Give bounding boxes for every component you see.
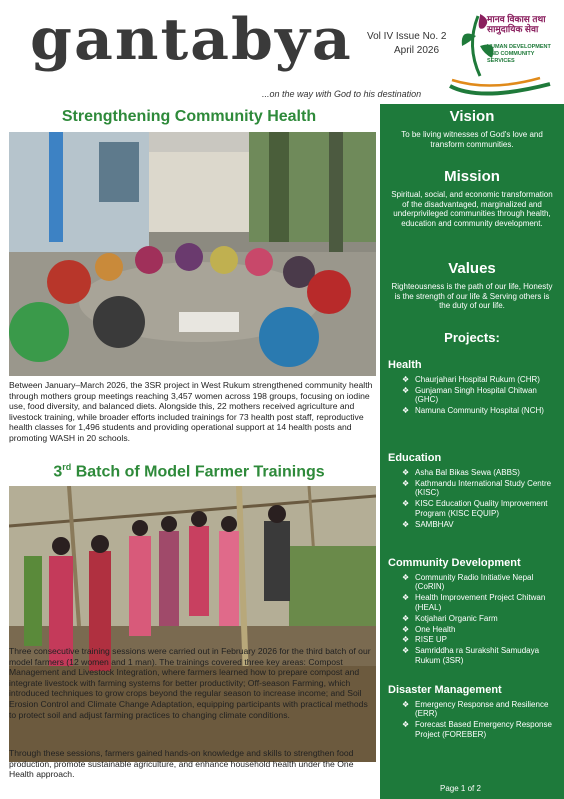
list-item: ❖ One Health [402, 624, 456, 634]
list-item: ❖ KISC Education Quality Improvement Program (KISC EQUIP) [402, 499, 548, 518]
community-project-list [402, 573, 558, 667]
bullet-icon: ❖ [402, 613, 410, 623]
article2-body-2: Through these sessions, farmers gained hands-on knowledge and skills to strengthen food production, promote sustainable agriculture, and enhance household health under the One Health approach. [9, 748, 354, 780]
disaster-category: Disaster Management [388, 684, 502, 696]
bullet-icon: ❖ [402, 385, 410, 395]
bullet-icon: ❖ [402, 468, 410, 477]
newsletter-header [0, 0, 564, 104]
list-item: ❖ Chaurjahari Hospital Rukum (CHR) [402, 375, 540, 384]
bullet-icon: ❖ [402, 635, 410, 645]
list-item: ❖ RISE UP [402, 635, 448, 645]
page-number: Page 1 of 2 [440, 784, 481, 793]
bullet-icon: ❖ [402, 478, 410, 488]
bullet-icon: ❖ [402, 375, 410, 384]
issue-info [367, 30, 447, 58]
logo-english-text: HUMAN DEVELOPMENT AND COMMUNITY SERVICES [487, 44, 551, 64]
sidebar-panel [380, 104, 564, 799]
bullet-icon: ❖ [402, 646, 410, 656]
bullet-icon: ❖ [402, 700, 410, 709]
bullet-icon: ❖ [402, 573, 410, 582]
article2-title-text: Batch of Model Farmer Trainings [71, 463, 325, 481]
bullet-icon: ❖ [402, 593, 410, 603]
list-item: ❖ Asha Bal Bikas Sewa (ABBS) [402, 468, 520, 477]
bullet-icon: ❖ [402, 624, 410, 634]
article2-title-number: 3 [53, 463, 63, 481]
education-category: Education [388, 452, 442, 464]
values-heading: Values [448, 260, 496, 277]
list-item: ❖ Health Improvement Project Chitwan (HEAL) [402, 593, 546, 612]
mission-text: Spiritual, social, and economic transformation of the disadvantaged, marginalized and underprivileged communities through health, education and community development. [391, 190, 553, 228]
health-project-list [402, 375, 558, 417]
health-category: Health [388, 359, 422, 371]
education-project-list [402, 468, 558, 530]
community-category: Community Development [388, 557, 521, 569]
bullet-icon: ❖ [402, 519, 410, 529]
bullet-icon: ❖ [402, 406, 410, 416]
article1-body: Between January–March 2026, the 3SR project in West Rukum strengthened community health through mothers group meetings reaching 3,457 women across 198 groups, focusing on iodine use, food diversity, and balanced diets. Alongside this, 22 mothers received agriculture and livestock training, while broader efforts included trainings for 73 health post staff, reproductive health classes for 1,496 students and providing operational support at 14 health posts and promoting WASH in 20 schools. [9, 380, 373, 443]
list-item: ❖ Kotjahari Organic Farm [402, 613, 498, 623]
farmer-training-photo [9, 486, 376, 762]
mission-heading: Mission [444, 168, 500, 185]
issue-volume: Vol IV Issue No. 2 [367, 31, 447, 42]
list-item: ❖ Kathmandu International Study Centre (KISC) [402, 478, 552, 498]
vision-heading: Vision [449, 108, 495, 125]
main-column [0, 104, 378, 799]
article1-title: Strengthening Community Health [61, 108, 317, 125]
bullet-icon: ❖ [402, 720, 410, 730]
logo-nepali-text: मानव विकास तथा सामुदायिक सेवा [487, 14, 546, 34]
article2-body-1: Three consecutive training sessions were carried out in February 2026 for the third batch of our model farmers (12 women and 1 man). The trainings covered three key areas: Compost Management and Livestock Integration, where farmers learned how to prepare compost and integrate livestock with farming systems for better productivity; Off-season Farming, which introduced techniques to grow crops beyond the regular season to increase income; and Soil Erosion Control and Climate Change Adaptation, equipping participants with practical methods to protect soil and adjust farming practices to changing climate conditions. [9, 646, 371, 720]
disaster-project-list [402, 700, 558, 741]
vision-text: To be living witnesses of God's love and transform communities. [401, 130, 543, 149]
tagline: ...on the way with God to his destination [262, 89, 422, 99]
list-item: ❖ Gunjaman Singh Hospital Chitwan (GHC) [402, 385, 537, 405]
values-text: Righteousness is the path of our life, Honesty is the strength of our life & Serving others is the duty of our life. [391, 282, 553, 311]
article2-title-ordinal: rd [62, 462, 72, 472]
masthead-title: gantabya [30, 6, 353, 74]
list-item: ❖ Forecast Based Emergency Response Project (FOREBER) [402, 720, 552, 739]
list-item: ❖ Emergency Response and Resilience (ERR) [402, 700, 549, 719]
list-item: ❖ SAMBHAV [402, 519, 454, 529]
article2-title [0, 462, 378, 481]
list-item: ❖ Namuna Community Hospital (NCH) [402, 406, 544, 416]
bullet-icon: ❖ [402, 499, 410, 509]
list-item: ❖ Community Radio Initiative Nepal (CoRIN) [402, 573, 534, 592]
issue-date: April 2026 [394, 45, 440, 56]
community-meeting-photo [9, 132, 376, 376]
projects-heading: Projects: [444, 330, 500, 345]
list-item: ❖ Samriddha ra Surakshit Samudaya Rukum (3SR) [402, 646, 540, 665]
